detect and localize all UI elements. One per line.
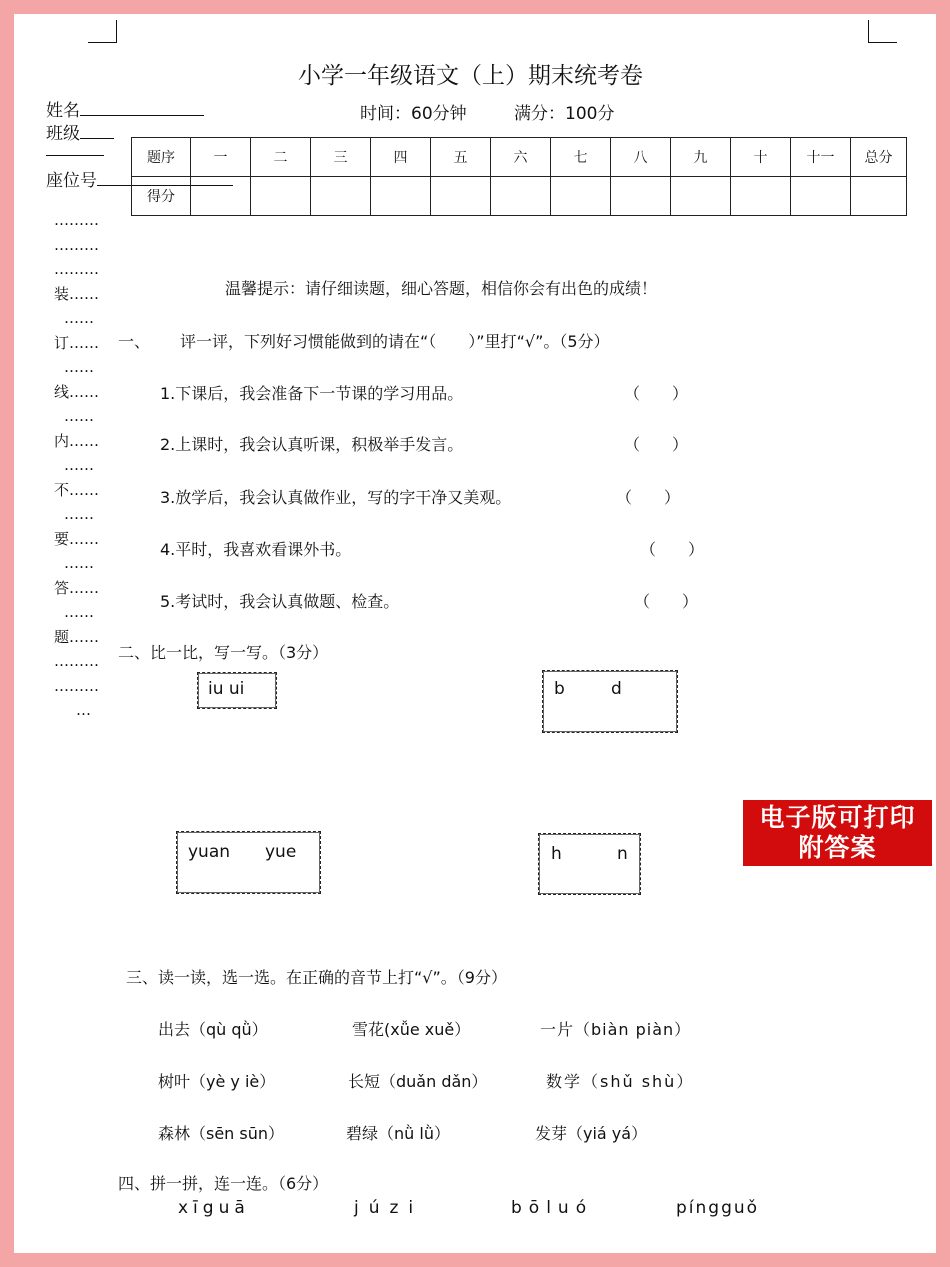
margin-line: 装…… — [54, 284, 100, 303]
margin-line: ……… — [54, 211, 99, 229]
margin-line: …… — [64, 505, 94, 523]
seat-label: 座位号 — [46, 171, 97, 191]
score-table-score-row — [132, 177, 907, 216]
margin-line: 内…… — [54, 431, 100, 450]
word-pinyin-item[interactable]: 树叶（yè y iè） — [158, 1072, 276, 1091]
score-col-total: 总分 — [851, 138, 907, 177]
answer-blank-4[interactable]: （ ） — [640, 540, 705, 559]
margin-line: …… — [64, 603, 94, 621]
answer-blank-5[interactable]: （ ） — [634, 592, 699, 611]
score-cell[interactable] — [671, 177, 731, 216]
margin-line: …… — [64, 456, 94, 474]
class-field — [46, 119, 114, 144]
score-cell[interactable] — [191, 177, 251, 216]
word-pinyin-item[interactable]: 森林（sēn sūn） — [158, 1124, 285, 1143]
score-cell[interactable] — [731, 177, 791, 216]
promo-stamp — [743, 800, 932, 866]
margin-line: …… — [64, 554, 94, 572]
section2-heading: 二、比一比，写一写。（3分） — [118, 643, 329, 662]
compare-box-1[interactable] — [197, 672, 277, 709]
section1-item-2: 2.上课时，我会认真听课，积极举手发言。 — [160, 435, 464, 454]
answer-blank-1[interactable]: （ ） — [624, 384, 689, 403]
compare-box-3-text-b: yue — [265, 842, 297, 862]
score-cell[interactable] — [791, 177, 851, 216]
score-col-4: 四 — [371, 138, 431, 177]
answer-blank-2[interactable]: （ ） — [624, 435, 689, 454]
section1-item-3: 3.放学后，我会认真做作业，写的字干净又美观。 — [160, 488, 512, 507]
section4-heading: 四、拼一拼，连一连。（6分） — [118, 1174, 329, 1193]
pinyin-word[interactable]: júzi — [354, 1198, 424, 1218]
score-cell[interactable] — [851, 177, 907, 216]
margin-line: …… — [64, 358, 94, 376]
score-col-10: 十 — [731, 138, 791, 177]
section1-number: 一、 — [118, 332, 151, 351]
section1-item-1: 1.下课后，我会准备下一节课的学习用品。 — [160, 384, 464, 403]
word-pinyin-item[interactable]: 碧绿（nǜ lǜ） — [346, 1124, 450, 1143]
class-blank[interactable] — [80, 121, 114, 139]
score-col-6: 六 — [491, 138, 551, 177]
margin-line: …… — [64, 309, 94, 327]
margin-line: … — [76, 701, 91, 719]
name-field — [46, 96, 204, 121]
class-label: 班级 — [46, 124, 80, 144]
score-cell[interactable] — [371, 177, 431, 216]
score-col-3: 三 — [311, 138, 371, 177]
page-title: 小学一年级语文（上）期末统考卷 — [298, 63, 643, 89]
word-pinyin-item[interactable]: 雪花(xǚe xuě） — [352, 1020, 471, 1039]
score-col-11: 十一 — [791, 138, 851, 177]
section1-heading: 评一评，下列好习惯能做到的请在“（ ）”里打“√”。（5分） — [180, 332, 610, 351]
promo-stamp-line2: 附答案 — [798, 833, 877, 862]
word-pinyin-item[interactable]: 出去（qù qǜ） — [158, 1020, 268, 1039]
pinyin-word[interactable]: píngguǒ — [676, 1198, 760, 1218]
score-cell[interactable] — [431, 177, 491, 216]
exam-time: 时间：60分钟 — [360, 104, 467, 124]
score-table-row-label: 得分 — [132, 177, 191, 216]
score-table — [131, 137, 907, 216]
class-blank-line2 — [46, 155, 104, 156]
score-col-2: 二 — [251, 138, 311, 177]
full-score: 满分：100分 — [514, 104, 615, 124]
margin-line: 订…… — [54, 333, 100, 352]
word-pinyin-item[interactable]: 数学（shǔ shù） — [546, 1072, 695, 1091]
score-table-header-row — [132, 138, 907, 177]
word-pinyin-item[interactable]: 一片（biàn piàn） — [540, 1020, 692, 1039]
score-cell[interactable] — [311, 177, 371, 216]
score-cell[interactable] — [251, 177, 311, 216]
score-col-8: 八 — [611, 138, 671, 177]
compare-box-4-text-b: n — [617, 844, 628, 864]
promo-stamp-line1: 电子版可打印 — [759, 803, 916, 832]
section3-heading: 三、读一读，选一选。在正确的音节上打“√”。（9分） — [126, 968, 507, 987]
score-col-9: 九 — [671, 138, 731, 177]
margin-line: ……… — [54, 652, 99, 670]
score-cell[interactable] — [491, 177, 551, 216]
corner-mark-left — [88, 20, 117, 43]
margin-line: ……… — [54, 235, 99, 254]
pinyin-word[interactable]: bōluó — [511, 1198, 594, 1218]
margin-line: 线…… — [54, 382, 100, 401]
compare-box-3-text-a: yuan — [188, 842, 231, 862]
margin-line: ……… — [54, 260, 99, 278]
margin-line: 不…… — [54, 480, 100, 499]
margin-line: ……… — [54, 676, 99, 695]
score-table-row-label: 题序 — [132, 138, 191, 177]
compare-box-4-text-a: h — [551, 844, 562, 864]
score-col-5: 五 — [431, 138, 491, 177]
word-pinyin-item[interactable]: 发芽（yiá yá） — [535, 1124, 648, 1143]
corner-mark-right — [868, 20, 897, 43]
section1-item-4: 4.平时，我喜欢看课外书。 — [160, 540, 352, 559]
score-cell[interactable] — [551, 177, 611, 216]
pinyin-word[interactable]: xīguā — [178, 1198, 250, 1218]
score-cell[interactable] — [611, 177, 671, 216]
compare-box-1-text: iu ui — [208, 679, 245, 699]
compare-box-3[interactable] — [176, 831, 321, 894]
section1-item-5: 5.考试时，我会认真做题、检查。 — [160, 592, 400, 611]
word-pinyin-item[interactable]: 长短（duǎn dǎn） — [348, 1072, 488, 1091]
compare-box-4[interactable] — [538, 833, 641, 895]
margin-line: 题…… — [54, 627, 100, 646]
margin-line: …… — [64, 407, 94, 425]
score-col-1: 一 — [191, 138, 251, 177]
compare-box-2-text-a: b — [554, 679, 565, 699]
name-blank[interactable] — [80, 98, 204, 116]
binding-margin — [54, 208, 99, 723]
compare-box-2[interactable] — [542, 670, 678, 733]
score-col-7: 七 — [551, 138, 611, 177]
name-label: 姓名 — [46, 101, 80, 121]
tip-text: 温馨提示：请仔细读题，细心答题，相信你会有出色的成绩！ — [225, 279, 658, 298]
margin-line: 要…… — [54, 529, 100, 548]
answer-blank-3[interactable]: （ ） — [616, 488, 681, 507]
margin-line: 答…… — [54, 578, 100, 597]
compare-box-2-text-b: d — [611, 679, 622, 699]
